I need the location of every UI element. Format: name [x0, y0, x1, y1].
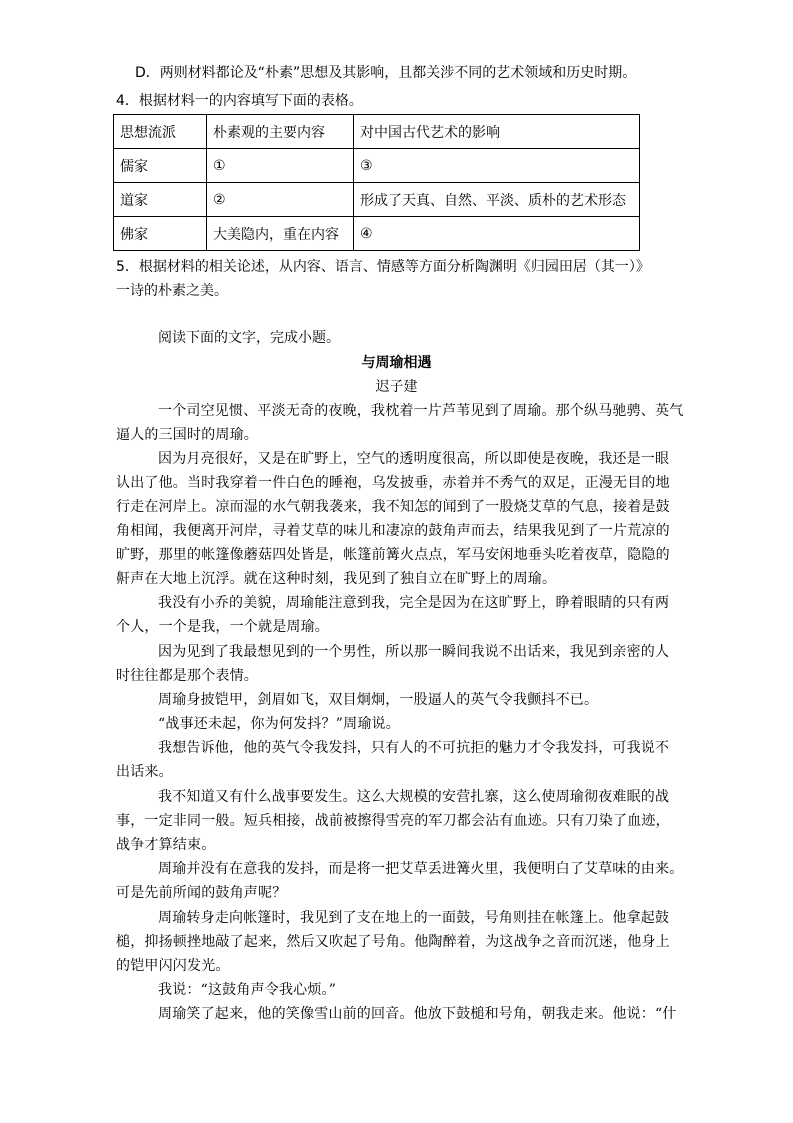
question-4-text: 4．根据材料一的内容填写下面的表格。: [116, 93, 363, 109]
passage-line: 可是先前所闻的鼓角声呢？: [116, 885, 287, 901]
table-cell: 道家: [114, 183, 207, 217]
passage-line: 周瑜笑了起来，他的笑像雪山前的回音。他放下鼓槌和号角，朝我走来。他说：“什: [158, 1006, 677, 1022]
table-cell: 儒家: [114, 149, 207, 183]
passage-line: 鼾声在大地上沉浮。就在这种时刻，我见到了独自立在旷野上的周瑜。: [116, 571, 557, 587]
passage-line: 槌，抑扬顿挫地敲了起来，然后又吹起了号角。他陶醉着，为这战争之音而沉迷，他身上: [116, 934, 670, 950]
passage-line: “战事还未起，你为何发抖？”周瑜说。: [158, 716, 400, 732]
passage-line: 角相闻，我便离开河岸，寻着艾草的味儿和凄凉的鼓角声而去，结果我见到了一片荒凉的: [116, 523, 670, 539]
table-cell: ③: [354, 149, 640, 183]
passage-line: 我没有小乔的美貌，周瑜能注意到我，完全是因为在这旷野上，睁着眼睛的只有两: [158, 595, 670, 611]
passage-line: 出话来。: [116, 764, 173, 780]
answer-table: [113, 114, 640, 251]
passage-line: 战争才算结束。: [116, 837, 216, 853]
table-header-cell: 对中国古代艺术的影响: [354, 115, 640, 149]
table-cell: ④: [354, 217, 640, 251]
table-cell: 佛家: [114, 217, 207, 251]
passage-line: 一个司空见惯、平淡无奇的夜晚，我枕着一片芦苇见到了周瑜。那个纵马驰骋、英气: [158, 403, 684, 419]
passage-line: 周瑜转身走向帐篷时，我见到了支在地上的一面鼓，号角则挂在帐篷上。他拿起鼓: [158, 910, 670, 926]
passage-line: 行走在河岸上。凉而湿的水气朝我袭来，我不知怎的闻到了一股烧艾草的气息，接着是鼓: [116, 499, 670, 515]
passage-line: 我想告诉他，他的英气令我发抖，只有人的不可抗拒的魅力才令我发抖，可我说不: [158, 740, 670, 756]
question-5-line-1: 5．根据材料的相关论述，从内容、语言、情感等方面分析陶渊明《归园田居（其一）》: [116, 259, 650, 275]
option-d-text: D．两则材料都论及“朴素”思想及其影响，且都关涉不同的艺术领域和历史时期。: [135, 65, 637, 81]
passage-line: 我说：“这鼓角声令我心烦。”: [158, 982, 337, 998]
reading-instruction: 阅读下面的文字，完成小题。: [158, 330, 340, 346]
passage-line: 周瑜身披铠甲，剑眉如飞，双目炯炯，一股逼人的英气令我颤抖不已。: [158, 692, 599, 708]
table-cell: ②: [207, 183, 354, 217]
passage-line: 个人，一个是我，一个就是周瑜。: [116, 619, 329, 635]
passage-line: 因为月亮很好，又是在旷野上，空气的透明度很高，所以即使是夜晚，我还是一眼: [158, 451, 670, 467]
passage-line: 的铠甲闪闪发光。: [116, 958, 230, 974]
passage-line: 时往往都是那个表情。: [116, 668, 258, 684]
table-cell: 大美隐内，重在内容: [207, 217, 354, 251]
passage-line: 事，一定非同一般。短兵相接，战前被擦得雪亮的军刀都会沾有血迹。只有刀染了血迹，: [116, 813, 670, 829]
question-5-line-2: 一诗的朴素之美。: [116, 283, 228, 299]
table-header-cell: 思想流派: [114, 115, 207, 149]
passage-line: 因为见到了我最想见到的一个男性，所以那一瞬间我说不出话来，我见到亲密的人: [158, 644, 670, 660]
passage-line: 逼人的三国时的周瑜。: [116, 427, 258, 443]
passage-line: 我不知道又有什么战事要发生。这么大规模的安营扎寨，这么使周瑜彻夜难眠的战: [158, 789, 670, 805]
table-row: [114, 183, 640, 217]
passage-author: 迟子建: [375, 379, 418, 395]
passage-line: 认出了他。当时我穿着一件白色的睡袍，乌发披垂，赤着并不秀气的双足，正漫无目的地: [116, 475, 670, 491]
table-cell: ①: [207, 149, 354, 183]
table-cell: 形成了天真、自然、平淡、质朴的艺术形态: [354, 183, 640, 217]
passage-line: 旷野，那里的帐篷像蘑菇四处皆是，帐篷前篝火点点，军马安闲地垂头吃着夜草，隐隐的: [116, 547, 670, 563]
passage-title: 与周瑜相遇: [361, 355, 432, 371]
table-row: [114, 149, 640, 183]
table-row: [114, 217, 640, 251]
passage-line: 周瑜并没有在意我的发抖，而是将一把艾草丢进篝火里，我便明白了艾草味的由来。: [158, 861, 684, 877]
table-header-cell: 朴素观的主要内容: [207, 115, 354, 149]
table-header-row: [114, 115, 640, 149]
